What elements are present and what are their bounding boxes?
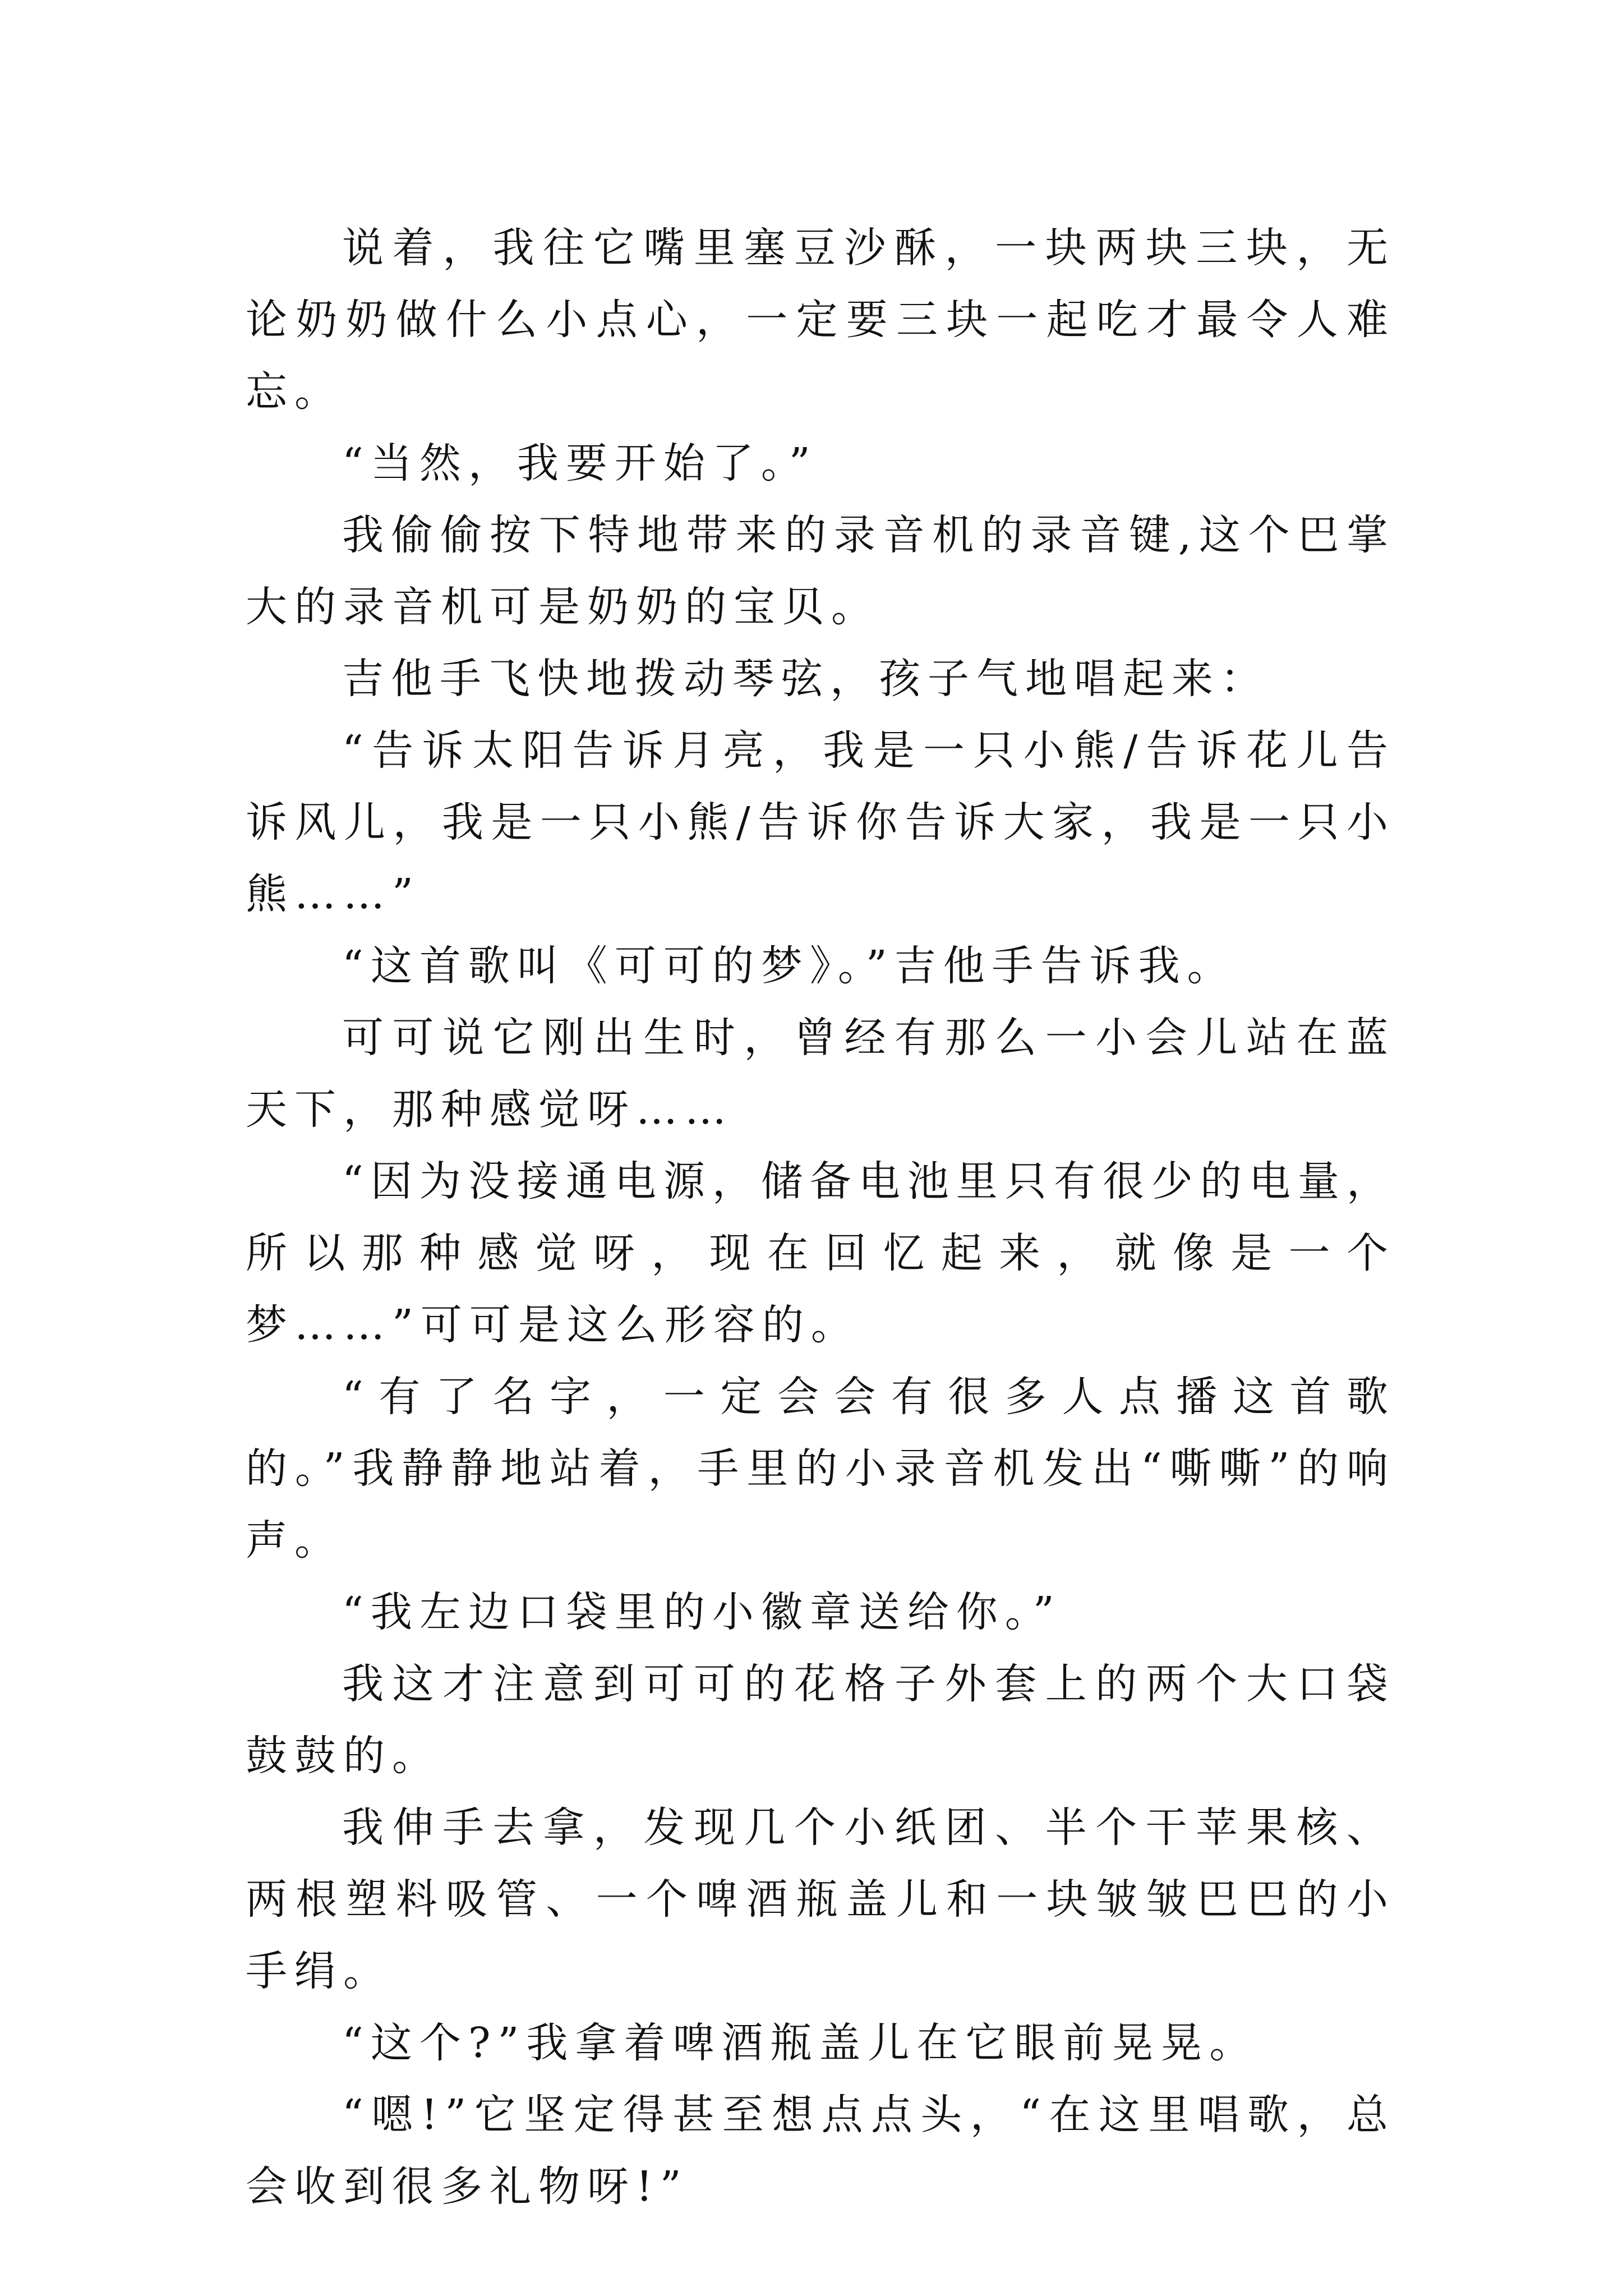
paragraph-2: “当然，我要开始了。”: [342, 439, 818, 487]
paragraph-1: 说着，我往它嘴里塞豆沙酥，一块两块三块，无论奶奶做什么小点心，一定要三块一起吃才最令人难忘。: [246, 224, 1395, 416]
story-text: [246, 212, 1395, 2223]
paragraph-7: 可可说它刚出生时，曾经有那么一小会儿站在蓝天下，那种感觉呀……: [246, 1014, 1395, 1134]
paragraph-14: “嗯!”它坚定得甚至想点点头，“在这里唱歌，总会收到很多礼物呀!”: [246, 2091, 1395, 2211]
paragraph-11: 我这才注意到可可的花格子外套上的两个大口袋鼓鼓的。: [246, 1660, 1395, 1780]
paragraph-3: 我偷偷按下特地带来的录音机的录音键,这个巴掌大的录音机可是奶奶的宝贝。: [246, 511, 1395, 631]
paragraph-10: “我左边口袋里的小徽章送给你。”: [342, 1588, 1062, 1636]
paragraph-5: “告诉太阳告诉月亮，我是一只小熊/告诉花儿告诉风儿，我是一只小熊/告诉你告诉大家，我是一只小熊……”: [246, 726, 1395, 918]
paragraph-9: “有了名字，一定会会有很多人点播这首歌的。”我静静地站着，手里的小录音机发出“嘶嘶”的响声。: [246, 1373, 1395, 1565]
paragraph-6: “这首歌叫《可可的梦》。”吉他手告诉我。: [342, 942, 1236, 990]
paragraph-4: 吉他手飞快地拨动琴弦，孩子气地唱起来：: [342, 655, 1269, 703]
paragraph-13: “这个?”我拿着啤酒瓶盖儿在它眼前晃晃。: [342, 2019, 1258, 2067]
paragraph-8: “因为没接通电源，储备电池里只有很少的电量，所以那种感觉呀，现在回忆起来，就像是一个梦……”可可是这么形容的。: [246, 1157, 1395, 1349]
paragraph-12: 我伸手去拿，发现几个小纸团、半个干苹果核、两根塑料吸管、一个啤酒瓶盖儿和一块皱皱巴巴的小手绢。: [246, 1803, 1395, 1995]
